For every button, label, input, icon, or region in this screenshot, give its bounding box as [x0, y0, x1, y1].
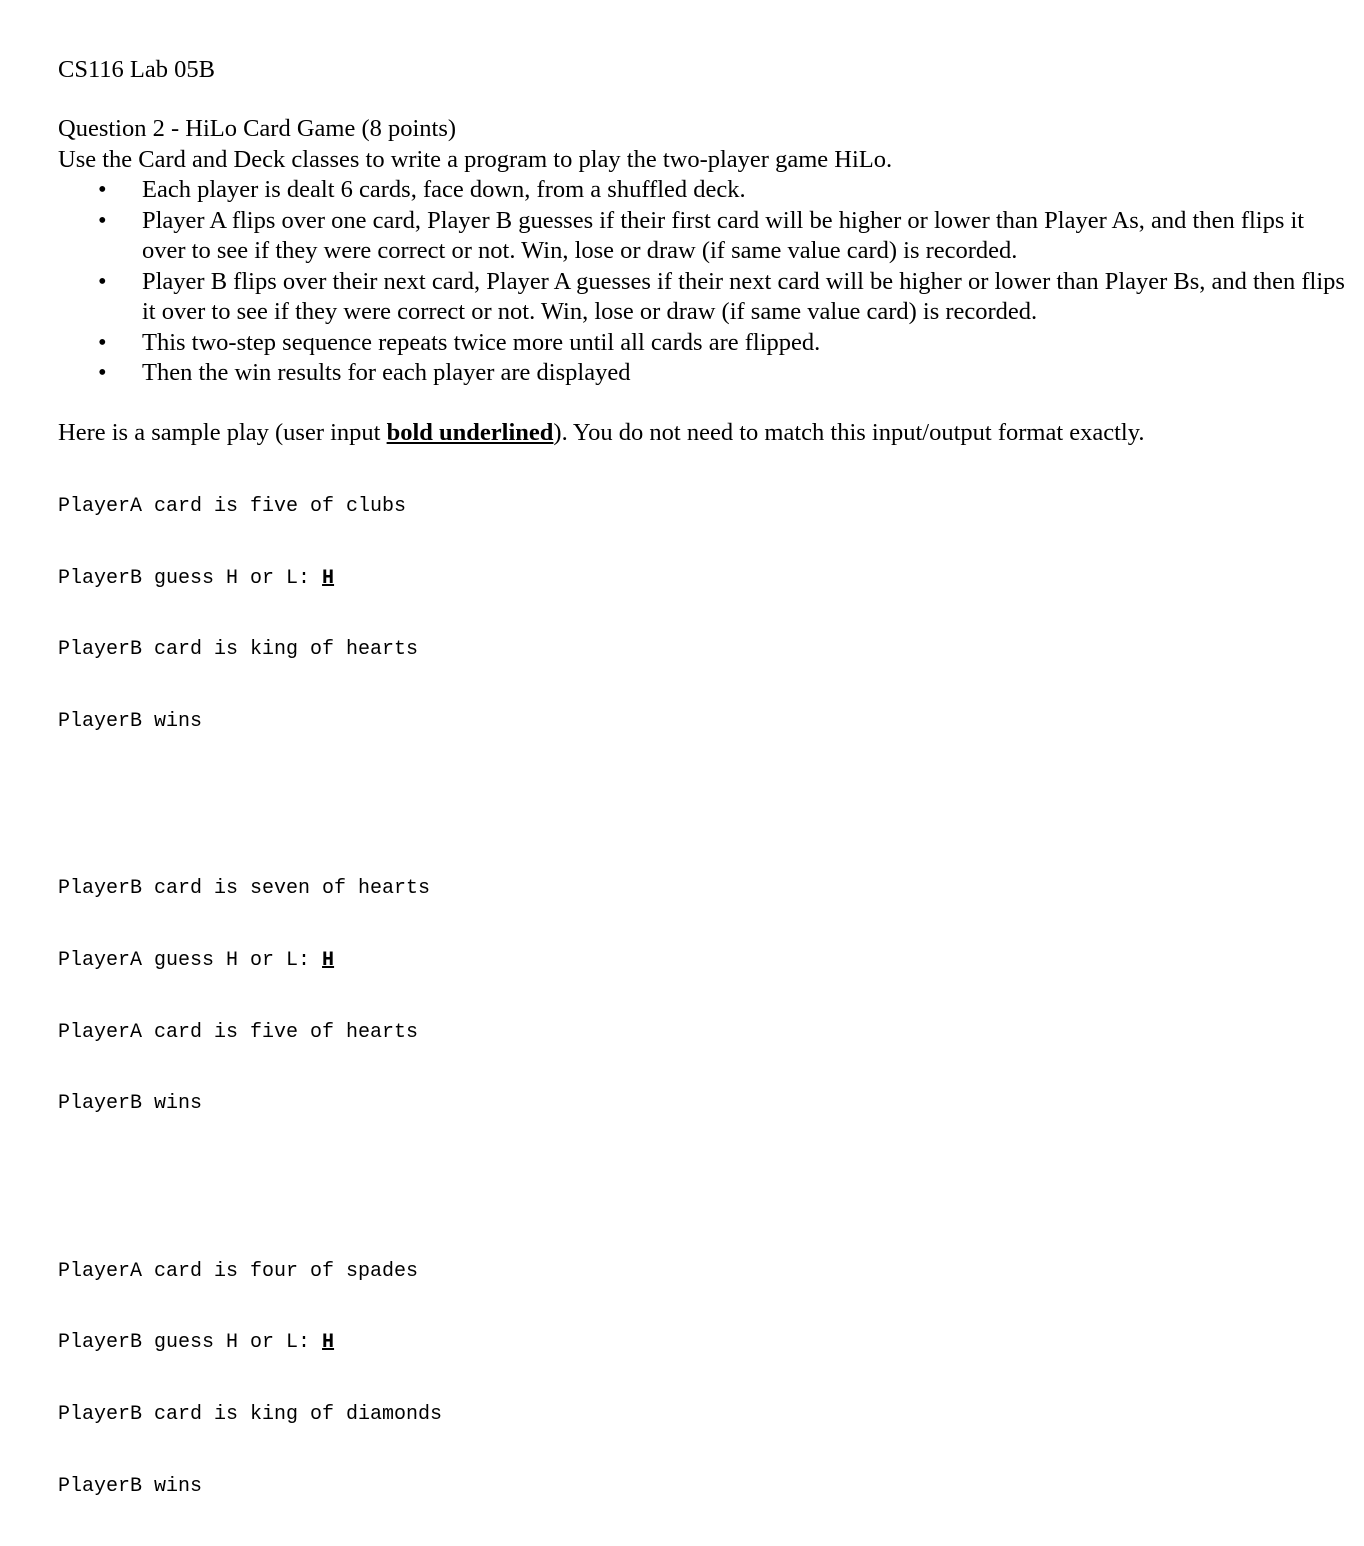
transcript-flip-line: PlayerA card is five of clubs	[58, 494, 407, 518]
list-item	[58, 358, 1348, 389]
transcript-blank-line	[58, 1164, 442, 1188]
bullet-icon: •	[98, 206, 107, 234]
requirements-list	[58, 175, 1348, 389]
transcript-guess-line	[58, 1331, 442, 1355]
guess-prompt: PlayerA guess H or L:	[58, 948, 323, 972]
transcript-blank-line	[58, 782, 442, 806]
transcript-flip-line: PlayerA card is four of spades	[58, 1259, 419, 1283]
transcript-flip-line: PlayerB card is seven of hearts	[58, 877, 431, 901]
user-input: H	[322, 1331, 335, 1355]
guess-prompt: PlayerB guess H or L:	[58, 1331, 323, 1355]
lab-heading: CS116 Lab 05B	[58, 56, 215, 83]
list-item-text: Each player is dealt 6 cards, face down, from a shuffled deck.	[142, 176, 746, 203]
question-title: Question 2 - HiLo Card Game (8 points)	[58, 115, 457, 142]
list-item-text: Player A flips over one card, Player B guesses if their first card will be higher or lower than Player As, and then flips it over to see if they were correct or not. Win, lose or draw (if same value card) is recorded.	[142, 206, 1305, 264]
bullet-icon: •	[98, 267, 107, 295]
transcript-reveal-line: PlayerB card is king of diamonds	[58, 1403, 443, 1427]
bullet-icon: •	[98, 328, 107, 356]
sample-intro-after: ). You do not need to match this input/output format exactly.	[553, 419, 1145, 446]
transcript-result-line: PlayerB wins	[58, 709, 203, 733]
guess-prompt: PlayerB guess H or L:	[58, 566, 323, 590]
transcript-guess-line	[58, 567, 442, 591]
sample-intro-before: Here is a sample play (user input	[58, 419, 387, 446]
user-input: H	[322, 948, 335, 972]
list-item	[58, 328, 1348, 359]
user-input: H	[322, 566, 335, 590]
transcript-guess-line	[58, 949, 442, 973]
sample-intro-emphasis: bold underlined	[386, 419, 554, 446]
list-item-text: Player B flips over their next card, Player A guesses if their next card will be higher or lower than Player Bs, and then flips it over to see if they were correct or not. Win, lose or draw (if same value card) is recorded.	[142, 267, 1345, 325]
transcript-reveal-line: PlayerA card is five of hearts	[58, 1020, 419, 1044]
sample-play-intro	[58, 418, 1145, 449]
list-item	[58, 175, 1348, 206]
list-item	[58, 267, 1348, 328]
question-intro: Use the Card and Deck classes to write a program to play the two-player game HiLo.	[58, 145, 893, 173]
bullet-icon: •	[98, 176, 107, 203]
question-section	[58, 114, 1348, 389]
sample-transcript	[58, 447, 442, 1546]
list-item-text: Then the win results for each player are displayed	[142, 359, 631, 386]
bullet-icon: •	[98, 359, 107, 386]
list-item	[58, 206, 1348, 267]
transcript-result-line: PlayerB wins	[58, 1474, 203, 1498]
transcript-result-line: PlayerB wins	[58, 1092, 203, 1116]
list-item-text: This two-step sequence repeats twice more until all cards are flipped.	[142, 328, 821, 356]
transcript-reveal-line: PlayerB card is king of hearts	[58, 638, 419, 662]
